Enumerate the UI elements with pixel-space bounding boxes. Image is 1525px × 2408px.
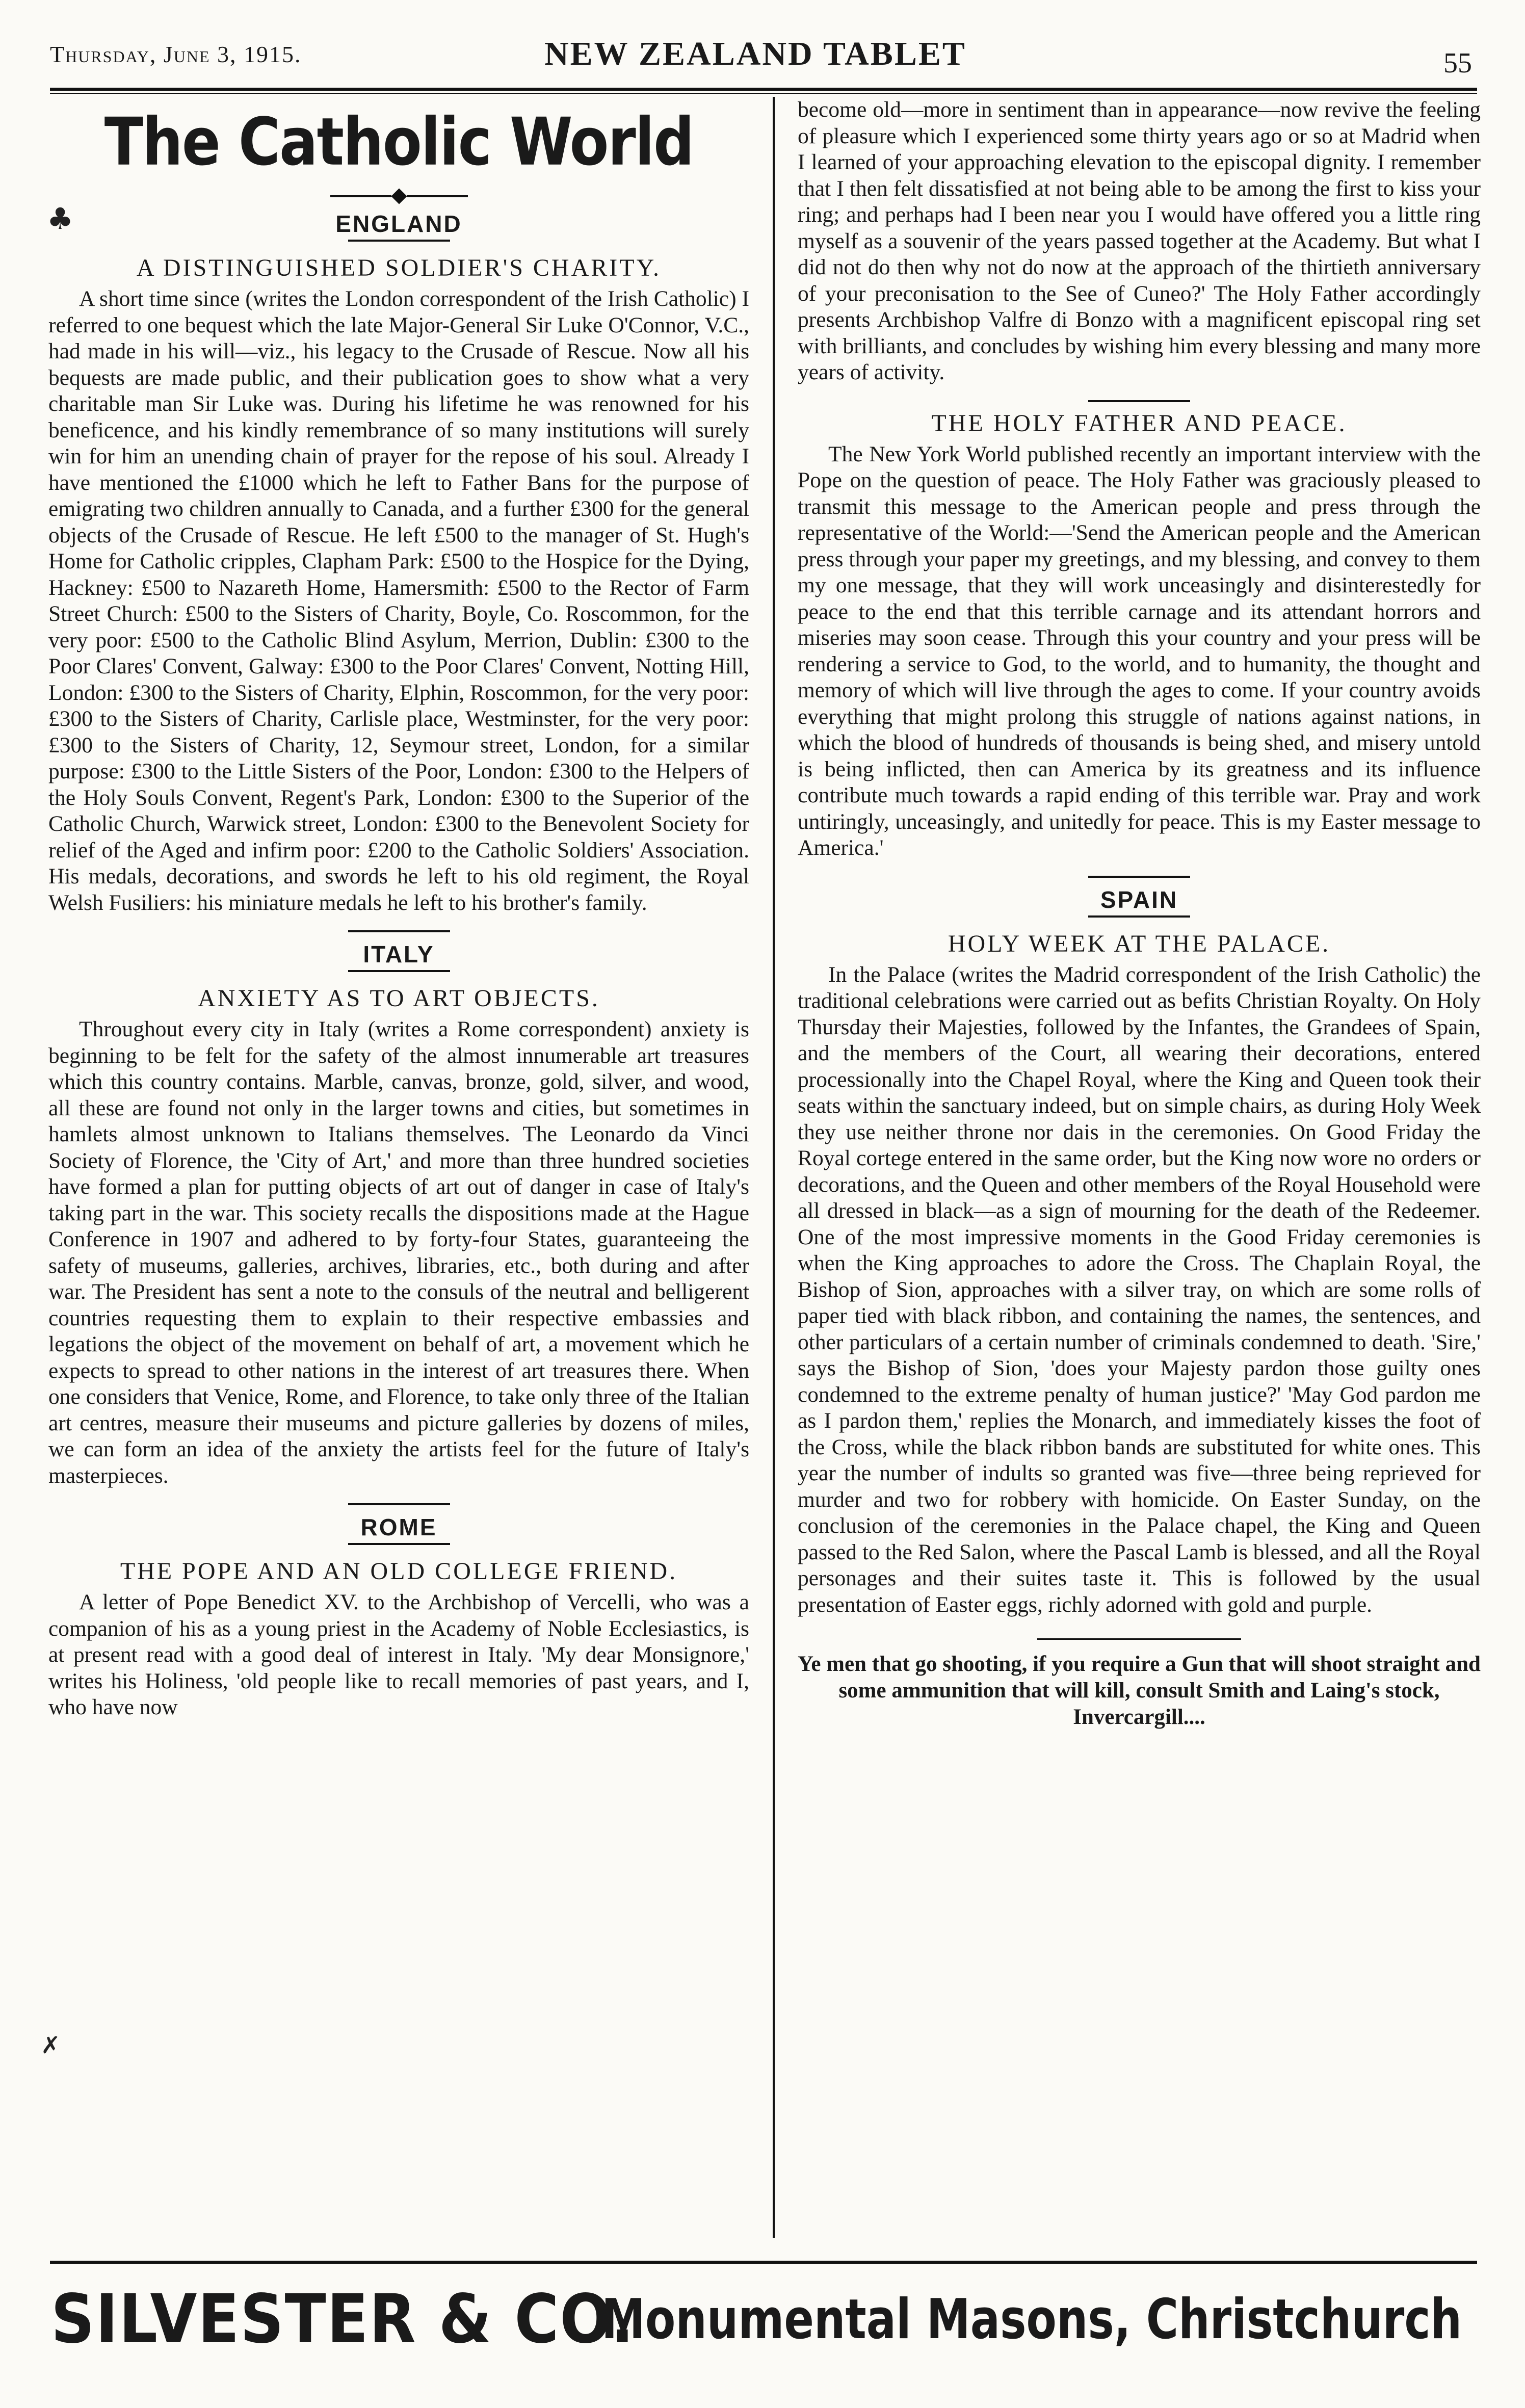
margin-mark-club: ♣ [47, 201, 73, 236]
subheading-holy-father-peace: THE HOLY FATHER AND PEACE. [931, 409, 1347, 437]
section-heading-italy: ITALY [363, 941, 435, 967]
subheading-soldiers-charity: A DISTINGUISHED SOLDIER'S CHARITY. [136, 254, 662, 281]
right-column [798, 97, 1481, 1731]
publication-title: NEW ZEALAND TABLET [544, 35, 966, 72]
footer-company-name: SILVESTER & CO. [51, 2280, 635, 2359]
page-number: 55 [1443, 47, 1472, 79]
section-rule [1088, 915, 1190, 918]
footer-company-trade: Monumental Masons, Christchurch [601, 2287, 1462, 2351]
margin-mark-cross: ✗ [41, 2031, 61, 2059]
page-title: The Catholic World [104, 104, 694, 180]
section-rule [348, 1503, 450, 1505]
section-rule [348, 970, 450, 972]
section-rule [1088, 400, 1190, 402]
issue-date: Thursday, June 3, 1915. [50, 41, 302, 67]
subheading-holy-week: HOLY WEEK AT THE PALACE. [948, 930, 1331, 957]
left-column [48, 102, 749, 1721]
header-rule-thin [50, 93, 1477, 94]
header-rule [50, 88, 1477, 91]
article-paragraph: A letter of Pope Benedict XV. to the Archbishop of Vercelli, who was a companion of his as a young priest in the Academy of Noble Ecclesiastics, is at present read with a good deal of interest in Italy. 'My dear Monsignore,' writes his Holiness, 'old people like to recall memories of past years, and I, who have now [48, 1590, 749, 1719]
advert-text: Ye men that go shooting, if you require a Gun that will shoot straight and some ammunition that will kill, consult Smith and Laing's stock, Invercargill.... [798, 1652, 1481, 1729]
section-rule [348, 930, 450, 932]
article-paragraph-continued: become old—more in sentiment than in appearance—now revive the feeling of pleasure which I experienced some thirty years ago or so at Madrid when I learned of your approaching elevation to the episcopal dignity. I remember that I then felt dissatisfied at not being able to be among the first to kiss your ring; and perhaps had I been near you I would have offered you a little ring myself as a souvenir of the years passed together at the Academy. But what I did not do then why not do now at the approach of the thirtieth anniversary of your preconisation to the See of Cuneo?' The Holy Father accordingly presents Archbishop Valfre di Bonzo with a magnificent episcopal ring set with brilliants, and concludes by wishing him every blessing and many more years of activity. [798, 97, 1481, 384]
column-divider [773, 97, 775, 2238]
shooting-advert [798, 1638, 1481, 1731]
article-paragraph: Throughout every city in Italy (writes a Rome correspondent) anxiety is beginning to be felt for the safety of the almost innumerable art treasures which this country contains. Marble, canvas, bronze, gold, silver, and wood, all these are found not only in the larger towns and cities, but sometimes in hamlets almost unknown to Italians themselves. The Leonardo da Vinci Society of Florence, the 'City of Art,' and more than three hundred societies have formed a plan for putting objects of art out of danger in case of Italy's taking part in the war. This society recalls the dispositions made at the Hague Conference in 1907 and adhered to by forty-four States, guaranteeing the safety of museums, galleries, archives, libraries, etc., both during and after war. The President has sent a note to the consuls of the neutral and belligerent countries requesting them to explain to their respective embassies and legations the object of the movement on behalf of art, a movement which he expects to spread to other nations in the interest of art treasures there. When one considers that Venice, Rome, and Florence, to take only three of the Italian art centres, measure their museums and picture galleries by dozens of miles, we can form an idea of the anxiety the artists feel for the future of Italy's masterpieces. [48, 1017, 749, 1488]
footer-advert-banner [51, 2273, 1478, 2365]
title-ornament [48, 191, 749, 202]
article-paragraph: The New York World published recently an important interview with the Pope on the question of peace. The Holy Father was graciously pleased to transmit this message to the American people and press through the representative of the World:—'Send the American people and the American press through your paper my greetings, and my blessing, and convey to them my one message, that they will work unceasingly and disinterestedly for peace to the end that this terrible carnage and its attendant horrors and miseries may soon cease. Through this your country and your press will be rendering a service to God, to the world, and to humanity, the thought and memory of which will live through the ages to come. If your country avoids everything that might prolong this struggle of nations against nations, in which the blood of hundreds of thousands is being shed, and misery untold is being inflicted, then can America by its greatness and its influence contribute much towards a rapid ending of this terrible war. Pray and work untiringly, unceasingly, and unitedly for peace. This is my Easter message to America.' [798, 441, 1481, 860]
section-rule [1088, 876, 1190, 878]
section-heading-spain: SPAIN [1100, 886, 1178, 913]
section-rule [348, 240, 450, 242]
article-paragraph: A short time since (writes the London correspondent of the Irish Catholic) I referred to one bequest which the late Major-General Sir Luke O'Connor, V.C., had made in his will—viz., his legacy to the Crusade of Rescue. Now all his bequests are made public, and their publication goes to show what a very charitable man Sir Luke was. During his lifetime he was renowned for his beneficence, and his kindly remembrance of so many institutions will surely win for him an unending chain of prayer for the repose of his soul. Already I have mentioned the £1000 which he left to Father Bans for the purpose of emigrating two children annually to Canada, and a further £300 for the general objects of the Crusade of Rescue. He left £500 to the manager of St. Hugh's Home for Catholic cripples, Clapham Park: £500 to the Hospice for the Dying, Hackney: £500 to Nazareth Home, Hamersmith: £500 to the Rector of Farm Street Church: £500 to the Sisters of Charity, Boyle, Co. Roscommon, for the very poor: £500 to the Catholic Blind Asylum, Merrion, Dublin: £300 to the Poor Clares' Convent, Galway: £300 to the Poor Clares' Convent, Notting Hill, London: £300 to the Sisters of Charity, Elphin, Roscommon, for the very poor: £300 to the Sisters of Charity, Carlisle place, Westminster, for the very poor: £300 to the Sisters of Charity, 12, Seymour street, London, for a similar purpose: £300 to the Little Sisters of the Poor, London: £300 to the Helpers of the Holy Souls Convent, Regent's Park, London: £300 to the Superior of the Catholic Church, Warwick street, London: £300 to the Benevolent Society for relief of the Aged and infirm poor: £200 to the Catholic Soldiers' Association. His medals, decorations, and swords he left to his old regiment, the Royal Welsh Fusiliers: his miniature medals he left to his brother's family. [48, 286, 749, 915]
section-heading-england: ENGLAND [335, 211, 462, 237]
section-heading-rome: ROME [360, 1514, 437, 1540]
subheading-pope-friend: THE POPE AND AN OLD COLLEGE FRIEND. [120, 1558, 678, 1585]
article-paragraph: In the Palace (writes the Madrid correspondent of the Irish Catholic) the traditional celebrations were carried out as befits Christian Royalty. On Holy Thursday their Majesties, followed by the Infantes, the Grandees of Spain, and the members of the Court, all wearing their decorations, entered processionally into the Chapel Royal, where the King and Queen took their seats within the sanctuary indeed, but on simple chairs, as during Holy Week they use neither throne nor dais in the ceremonies. On Good Friday the Royal cortege entered in the same order, but the King now wore no orders or decorations, and the Queen and other members of the Royal Household were all dressed in black—as a sign of mourning for the death of the Redeemer. One of the most impressive moments in the Good Friday ceremonies is when the King approaches to adore the Cross. The Chaplain Royal, the Bishop of Sion, approaches with a silver tray, on which are some rolls of paper tied with black ribbon, and containing the names, the sentences, and other particulars of a certain number of criminals condemned to death. 'Sire,' says the Bishop of Sion, 'does your Majesty pardon those guilty ones condemned to the extreme penalty of human justice?' 'May God pardon me as I pardon them,' replies the Monarch, and immediately kisses the foot of the Cross, while the black ribbon bands are substituted for white ones. This year the number of indults so granted was five—three being reprieved for murder and two for robbery with homicide. On Easter Sunday, on the conclusion of the ceremonies in the Palace chapel, the King and Queen passed to the Red Salon, where the Pascal Lamb is blessed, and all the Royal personages and their suites taste it. This is followed by the usual presentation of Easter eggs, richly adorned with gold and purple. [798, 962, 1481, 1617]
section-rule [348, 1543, 450, 1545]
page-header [50, 32, 1477, 88]
footer-rule [50, 2261, 1477, 2264]
advert-rule [1037, 1638, 1241, 1640]
subheading-art-objects: ANXIETY AS TO ART OBJECTS. [198, 985, 600, 1012]
